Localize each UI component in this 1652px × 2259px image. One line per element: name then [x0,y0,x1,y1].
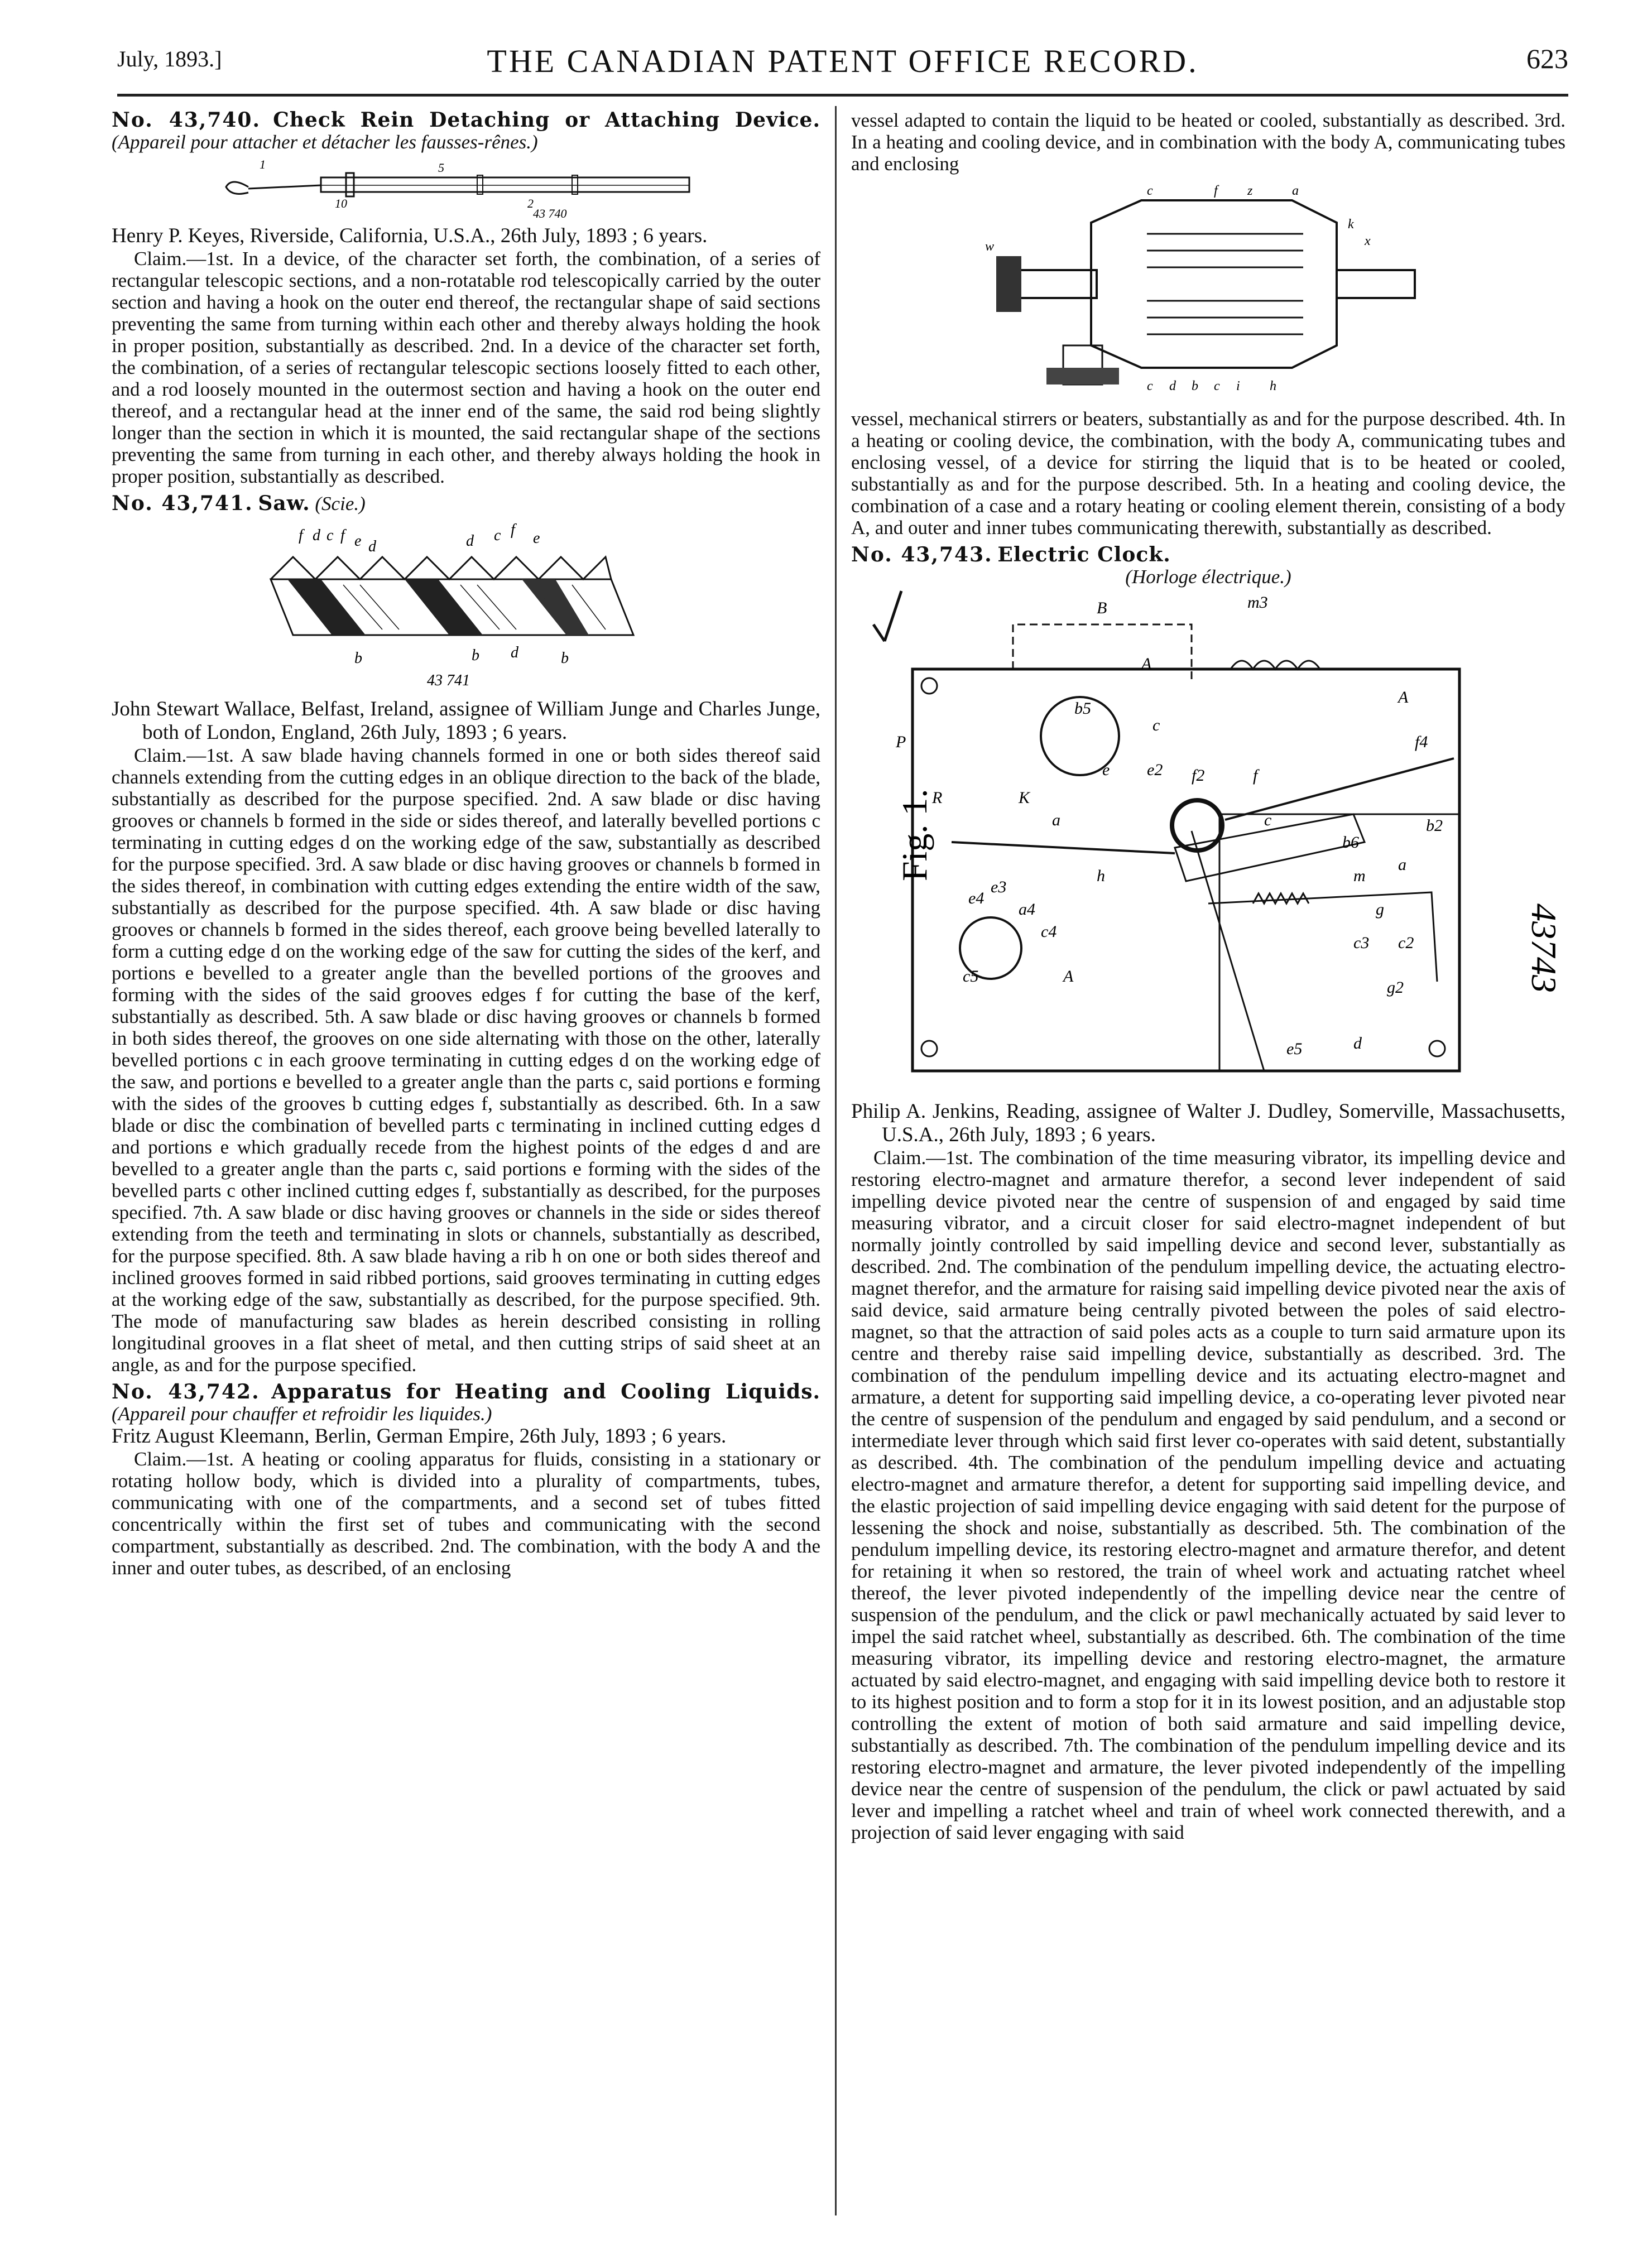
figure-label: d [368,538,376,555]
figure-label: c [1264,811,1272,829]
figure-label: b6 [1342,833,1359,852]
right-column [851,109,1565,1843]
figure-label: h [1097,867,1105,885]
figure-label: d [313,527,320,544]
patent-number: No. 43,743. [851,543,993,566]
figure-label: f [511,521,515,539]
figure-label: z [1247,184,1253,198]
figure-label: P [896,733,906,751]
patent-number: No. 43,742. [112,1380,260,1404]
issue-date: July, 1893.] [117,46,222,71]
figure-label: c [326,527,334,544]
figure-label: m [1353,867,1366,885]
figure-label: e [1102,761,1110,779]
claim-text: Claim.—1st. The combination of the time measuring vibrator, its impelling device and restoring electro-magnet and armature therefor, a second lever independent of said impelling device pivoted near the centre of suspension of and engaged by said time measuring vibrator, and a circuit closer for said electro-magnet independent of but normally jointly controlled by said impelling device and second lever, substantially as described. 2nd. The combination of the pendulum impelling device, the actuating electro-magnet therefor, and the armature for raising said impelling device pivoted near the axis of said device, said armature being centrally pivoted between the poles of said electro-magnet, so that the attraction of said poles acts as a couple to turn said armature upon its centre and thereby raise said impelling device, substantially as described. 3rd. The combination of the pendulum impelling device and its actuating electro-magnet and armature, a detent for supporting said impelling device, a co-operating lever pivoted near the centre of suspension of the pendulum and engaged by said pendulum, and a second or intermediate lever through which said first lever co-operates with said detent, substantially as described. 4th. The combination of the pendulum impelling device and actuating electro-magnet and armature therefor, a detent for supporting said impelling device, and the elastic projection of said impelling device engaging with said detent for the purpose of lessening the shock and noise, substantially as described. 5th. The combination of the pendulum impelling device, its restoring electro-magnet and armature therefor, and detent for retaining it when so restored, the train of wheel work and actuating ratchet wheel thereof, the lever pivoted independently of the impelling device near the centre of suspension of the pendulum, and the click or pawl mechanically actuated by said lever to impel the said ratchet wheel, substantially as described. 6th. The combination of the time measuring vibrator, its impelling device and restoring electro-magnet, the armature actuated by said electro-magnet, and engaging with said impelling device both to restore it to its highest position and to form a stop for it in its lowest position, and an adjustable stop controlling the extent of motion of both said armature and said impelling device, substantially as described. 7th. The combination of the pendulum impelling device and its restoring electro-magnet and armature, the lever pivoted independently of the impelling device near the centre of suspension of the pendulum, the click or pawl actuated by said lever and impelling a ratchet wheel and train of wheel work connected therewith, and a projection of said lever engaging with said [851,1147,1565,1843]
figure-label: R [932,789,943,807]
figure-label: d [466,532,474,550]
figure-label: c [1147,184,1153,198]
patent-heading-43741 [112,493,820,515]
left-column [112,109,820,1579]
figure-label: d [511,644,518,661]
patent-title: Check Rein Detaching or Attaching Device. [273,108,820,132]
figure-label: f [299,527,303,544]
claim-text: Claim.—1st. In a device, of the character set forth, the combination, of a series of rectangular telescopic sections, and a non-rotatable rod telescopically carried by the outer section and having a hook on the outer end thereof, the rectangular shape of said sections preventing the same from turning within each other and thereby always holding the hook in proper position, substantially as described. 2nd. In a device of the character set forth, the combination, of a series of rectangular telescopic sections loosely fitted to each other, and a rod loosely mounted in the outermost section and having a hook on the outer end thereof, and a rectangular head at the inner end of the same, the said rod being slightly longer than the section in which it is mounted, the said rectangular shape of the sections preventing the same from turning in each other, and thereby always holding the hook in proper position, substantially as described. [112,248,820,487]
figure-label: e2 [1147,761,1163,779]
patent-title: Electric Clock. [997,543,1171,566]
figure-label: a [1052,811,1060,829]
figure-label: c4 [1041,922,1057,941]
claim-text-continued: vessel, mechanical stirrers or beaters, substantially as and for the purpose described. 4th. In a heating or cooling device, the combination, with the body A, communicating tubes and enclosing vessel, of a device for stirring the liquid that is to be heated or cooled, substantially as and for the purpose described. 5th. In a heating and cooling device, the combination of a case and a rotary heating or cooling element therein, consisting of a body A, and outer and inner tubes communicating therewith, substantially as described. [851,408,1565,539]
figure-label: A [1063,967,1074,986]
figure-number: 43 740 [533,206,567,220]
figure-label: b [472,647,479,664]
figure-label: e3 [991,878,1007,896]
figure-label: 10 [335,196,347,210]
figure-label: c [1214,379,1220,393]
check-rein-figure [215,156,717,218]
figure-number: 43743 [1524,903,1564,993]
inventor-line: Philip A. Jenkins, Reading, assignee of Walter J. Dudley, Somerville, Massachusetts, U.S.A., 26th July, 1893 ; 6 years. [851,1100,1565,1146]
figure-label: B [1097,599,1107,617]
patent-title: Apparatus for Heating and Cooling Liquids. [271,1380,820,1404]
claim-text: Claim.—1st. A saw blade having channels formed in one or both sides thereof said channels extending from the cutting edges in an oblique direction to the back of the blade, substantially as described for the purpose specified. 2nd. A saw blade or disc having grooves or channels b formed in the side or sides thereof, and laterally bevelled portions c terminating in cutting edges d on the working edge of the saw, substantially as described for the purpose specified. 3rd. A saw blade or disc having grooves or channels b formed in the sides thereof, in combination with cutting edges extending the entire width of the saw, substantially as described for the purpose specified. 4th. A saw blade or disc having grooves or channels b formed in the sides thereof, each groove being bevelled laterally to form a cutting edge d on the working edge of the saw for cutting the sides of the kerf, and portions e bevelled to a greater angle than the bevelled portions of the grooves and forming with the sides of the said grooves edges f for cutting the base of the kerf, substantially as described. 5th. A saw blade or disc having grooves or channels b formed in both sides thereof, the grooves on one side alternating with those on the other, laterally bevelled portions c in each groove terminating in cutting edges d on the working edge of the saw, and portions e bevelled to a greater angle than the parts c, said portions e forming with the sides of the grooves b cutting edges f, substantially as described. 6th. In a saw blade or disc the combination of bevelled parts c terminating in inclined cutting edges d and portions e which gradually recede from the highest points of the edges d and are bevelled to a greater angle than the parts c, said portions e forming with the sides of the bevelled parts c other inclined cutting edges f, substantially as described, for the purposes specified. 7th. A saw blade or disc having grooves or channels in the side or sides thereof extending from the teeth and terminating in slots or channels, substantially as described, for the purpose specified. 8th. A saw blade having a rib h on one or both sides thereof and inclined grooves formed in said ribbed portions, said grooves terminating in cutting edges at the working edge of the saw, substantially as described, for the purpose specified. 9th. The mode of manufacturing saw blades as herein described consisting in rolling longitudinal grooves in a flat sheet of metal, and then cutting strips of said sheet at an angle, as and for the purpose specified. [112,744,820,1376]
figure-label: x [1365,234,1371,248]
figure-label: c2 [1398,934,1414,952]
figure-label: a [1398,855,1406,874]
figure-label: d [1169,379,1176,393]
figure-label: d [1353,1034,1362,1052]
figure-label: c [494,527,501,544]
figure-label: b5 [1074,699,1091,718]
figure-label: f2 [1192,766,1205,785]
check-mark-icon [873,591,901,641]
patent-heading-43740 [112,109,820,153]
figure-label: g2 [1387,978,1404,997]
patent-number: No. 43,740. [112,108,261,132]
figure-label: c [1152,716,1160,734]
figure-label: b [1192,379,1198,393]
figure-label: g [1376,900,1384,919]
figure-label: b [354,650,362,667]
figure-label: f [1214,184,1218,198]
inventor-line: John Stewart Wallace, Belfast, Ireland, assignee of William Junge and Charles Junge, both of London, England, 26th July, 1893 ; 6 years. [112,698,820,744]
figure-label: e4 [968,889,985,907]
figure-caption: Fig. 1. [895,789,934,881]
figure-label: a4 [1019,900,1035,919]
figure-label: f [340,527,345,544]
figure-label: m3 [1247,593,1268,612]
figure-label: 1 [260,157,266,171]
patent-heading-43742 [112,1381,820,1425]
figure-label: f4 [1415,733,1428,751]
patent-title-french: (Scie.) [315,493,366,515]
figure-label: 5 [438,161,444,175]
patent-title-french: (Appareil pour attacher et détacher les fausses-rênes.) [112,131,538,153]
figure-label: e [354,532,362,550]
claim-text-continued: vessel adapted to contain the liquid to be heated or cooled, substantially as described. 3rd. In a heating and cooling device, and in combination with the body A, communicating tubes and enclosing [851,109,1565,175]
figure-label: c [1147,379,1153,393]
page-number: 623 [1526,43,1568,74]
figure-label: e5 [1286,1040,1303,1058]
figure-label: f [1253,766,1258,785]
figure-label: w [985,239,995,254]
figure-number: 43 741 [427,672,470,689]
patent-title-french: (Appareil pour chauffer et refroidir les liquides.) [112,1403,492,1425]
figure-label: b2 [1426,816,1443,835]
figure-label: h [1270,379,1276,393]
column-divider [835,106,837,2215]
figure-label: 2 [527,196,534,210]
heating-apparatus-figure [979,178,1437,401]
claim-text: Claim.—1st. A heating or cooling apparatus for fluids, consisting in a stationary or rotating hollow body, which is divided into a plurality of compartments, tubes, communicating with one of the compartments, and a second set of tubes fitted concentrically within the first set of tubes and communicating with the second compartment, substantially as described. 2nd. The combination, with the body A and the inner and outer tubes, as described, of an enclosing [112,1448,820,1579]
figure-label: c5 [963,967,979,986]
journal-title: THE CANADIAN PATENT OFFICE RECORD. [487,43,1199,79]
patent-title-french: (Horloge électrique.) [1125,566,1291,588]
figure-label: i [1236,379,1240,393]
header-rule [117,94,1568,97]
figure-label: K [1019,789,1030,807]
figure-label: b [561,650,569,667]
patent-heading-43743 [851,544,1565,566]
figure-label: a [1292,184,1299,198]
inventor-line: Henry P. Keyes, Riverside, California, U.S.A., 26th July, 1893 ; 6 years. [112,224,708,247]
running-header [117,42,1568,87]
patent-title: Saw. [258,492,310,515]
figure-label: k [1348,217,1354,232]
figure-label: e [533,530,540,547]
electric-clock-figure [862,591,1564,1093]
figure-label: A [1141,655,1152,673]
inventor-line: Fritz August Kleemann, Berlin, German Empire, 26th July, 1893 ; 6 years. [112,1425,727,1448]
figure-label: A [1398,688,1409,706]
figure-label: c3 [1353,934,1370,952]
saw-figure [248,518,684,691]
patent-number: No. 43,741. [112,492,253,515]
